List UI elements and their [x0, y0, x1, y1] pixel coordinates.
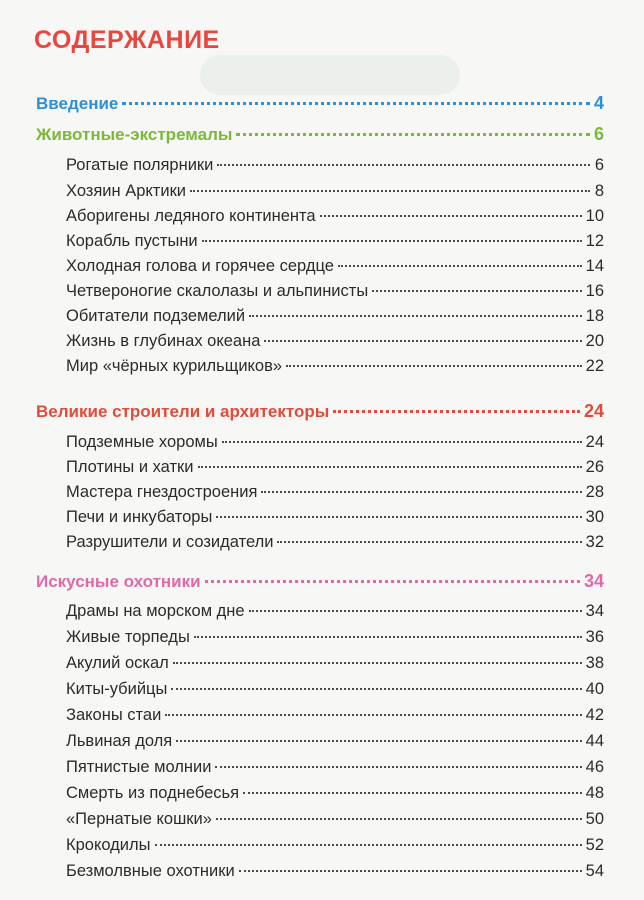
- item-page-number: 20: [585, 332, 604, 350]
- item-label: Киты-убийцы: [66, 680, 168, 698]
- toc-item[interactable]: [66, 783, 604, 803]
- item-label: Рогатые полярники: [66, 156, 214, 174]
- dot-leader: [190, 190, 590, 192]
- toc-item[interactable]: [66, 653, 604, 673]
- dot-leader: [249, 610, 582, 612]
- dot-leader: [333, 410, 580, 413]
- item-page-number: 52: [585, 836, 604, 854]
- item-page-number: 34: [585, 602, 604, 620]
- toc-item[interactable]: [66, 155, 604, 175]
- toc-item[interactable]: [66, 532, 604, 552]
- toc-item[interactable]: [66, 482, 604, 502]
- item-label: «Пернатые кошки»: [66, 810, 212, 828]
- dot-leader: [194, 636, 582, 638]
- item-label: Законы стаи: [66, 706, 162, 724]
- dot-leader: [222, 441, 582, 443]
- item-page-number: 54: [585, 862, 604, 880]
- dot-leader: [249, 315, 582, 317]
- toc-item[interactable]: [66, 356, 604, 376]
- toc-item[interactable]: [66, 181, 604, 201]
- item-label: Разрушители и созидатели: [66, 533, 274, 551]
- toc-section[interactable]: [36, 400, 604, 423]
- item-label: Подземные хоромы: [66, 433, 218, 451]
- item-label: Драмы на морском дне: [66, 602, 245, 620]
- toc-item[interactable]: [66, 601, 604, 621]
- dot-leader: [243, 792, 582, 794]
- item-label: Мастера гнездостроения: [66, 483, 258, 501]
- item-label: Львиная доля: [66, 732, 173, 750]
- toc-item[interactable]: [66, 206, 604, 226]
- toc-item[interactable]: [66, 679, 604, 699]
- toc-item[interactable]: [66, 231, 604, 251]
- item-page-number: 38: [585, 654, 604, 672]
- item-page-number: 24: [585, 433, 604, 451]
- dot-leader: [205, 580, 580, 583]
- faded-background-art: [200, 55, 460, 95]
- item-label: Корабль пустыни: [66, 232, 198, 250]
- item-label: Смерть из поднебесья: [66, 784, 240, 802]
- dot-leader: [277, 541, 581, 543]
- item-label: Безмолвные охотники: [66, 862, 235, 880]
- section-page-number: 34: [583, 571, 604, 591]
- toc-item[interactable]: [66, 507, 604, 527]
- dot-leader: [236, 133, 590, 136]
- item-page-number: 14: [585, 257, 604, 275]
- toc-item[interactable]: [66, 457, 604, 477]
- item-page-number: 44: [585, 732, 604, 750]
- toc-item[interactable]: [66, 627, 604, 647]
- section-page-number: 6: [593, 124, 604, 144]
- dot-leader: [216, 516, 581, 518]
- toc-item[interactable]: [66, 731, 604, 751]
- dot-leader: [215, 766, 581, 768]
- dot-leader: [165, 714, 581, 716]
- item-page-number: 50: [585, 810, 604, 828]
- item-label: Аборигены ледяного континента: [66, 207, 316, 225]
- section-label: Искусные охотники: [36, 572, 201, 591]
- item-page-number: 26: [585, 458, 604, 476]
- item-page-number: 12: [585, 232, 604, 250]
- item-page-number: 18: [585, 307, 604, 325]
- dot-leader: [173, 662, 582, 664]
- item-page-number: 48: [585, 784, 604, 802]
- section-label: Введение: [36, 94, 119, 113]
- dot-leader: [155, 844, 582, 846]
- toc-section[interactable]: [36, 123, 604, 146]
- dot-leader: [372, 290, 581, 292]
- item-page-number: 30: [585, 508, 604, 526]
- dot-leader: [239, 870, 582, 872]
- toc-item[interactable]: [66, 331, 604, 351]
- toc-section[interactable]: [36, 92, 604, 115]
- item-label: Мир «чёрных курильщиков»: [66, 357, 283, 375]
- section-page-number: 24: [583, 401, 604, 421]
- page-title: СОДЕРЖАНИЕ: [34, 26, 220, 54]
- dot-leader: [176, 740, 581, 742]
- dot-leader: [202, 240, 582, 242]
- toc-item[interactable]: [66, 306, 604, 326]
- item-page-number: 10: [585, 207, 604, 225]
- item-page-number: 42: [585, 706, 604, 724]
- dot-leader: [198, 466, 582, 468]
- toc-item[interactable]: [66, 861, 604, 881]
- item-label: Хозяин Арктики: [66, 182, 187, 200]
- toc-item[interactable]: [66, 705, 604, 725]
- dot-leader: [261, 491, 581, 493]
- dot-leader: [171, 688, 581, 690]
- item-label: Печи и инкубаторы: [66, 508, 213, 526]
- dot-leader: [217, 164, 590, 166]
- toc-item[interactable]: [66, 281, 604, 301]
- item-page-number: 28: [585, 483, 604, 501]
- item-label: Плотины и хатки: [66, 458, 194, 476]
- item-label: Жизнь в глубинах океана: [66, 332, 261, 350]
- item-label: Крокодилы: [66, 836, 151, 854]
- section-label: Животные-экстремалы: [36, 125, 233, 144]
- item-page-number: 16: [585, 282, 604, 300]
- item-label: Холодная голова и горячее сердце: [66, 257, 334, 275]
- item-page-number: 36: [585, 628, 604, 646]
- dot-leader: [264, 340, 581, 342]
- item-page-number: 32: [585, 533, 604, 551]
- section-page-number: 4: [593, 93, 604, 113]
- item-page-number: 6: [594, 156, 604, 174]
- dot-leader: [320, 215, 582, 217]
- item-page-number: 40: [585, 680, 604, 698]
- toc-item[interactable]: [66, 809, 604, 829]
- item-label: Живые торпеды: [66, 628, 190, 646]
- dot-leader: [286, 365, 582, 367]
- toc-item[interactable]: [66, 432, 604, 452]
- dot-leader: [216, 818, 582, 820]
- item-label: Акулий оскал: [66, 654, 169, 672]
- toc-item[interactable]: [66, 757, 604, 777]
- item-page-number: 8: [594, 182, 604, 200]
- item-page-number: 46: [585, 758, 604, 776]
- section-label: Великие строители и архитекторы: [36, 402, 330, 421]
- item-label: Пятнистые молнии: [66, 758, 212, 776]
- item-label: Четвероногие скалолазы и альпинисты: [66, 282, 369, 300]
- toc-item[interactable]: [66, 835, 604, 855]
- dot-leader: [338, 265, 582, 267]
- item-page-number: 22: [585, 357, 604, 375]
- dot-leader: [122, 102, 590, 105]
- item-label: Обитатели подземелий: [66, 307, 246, 325]
- toc-item[interactable]: [66, 256, 604, 276]
- toc-section[interactable]: [36, 570, 604, 593]
